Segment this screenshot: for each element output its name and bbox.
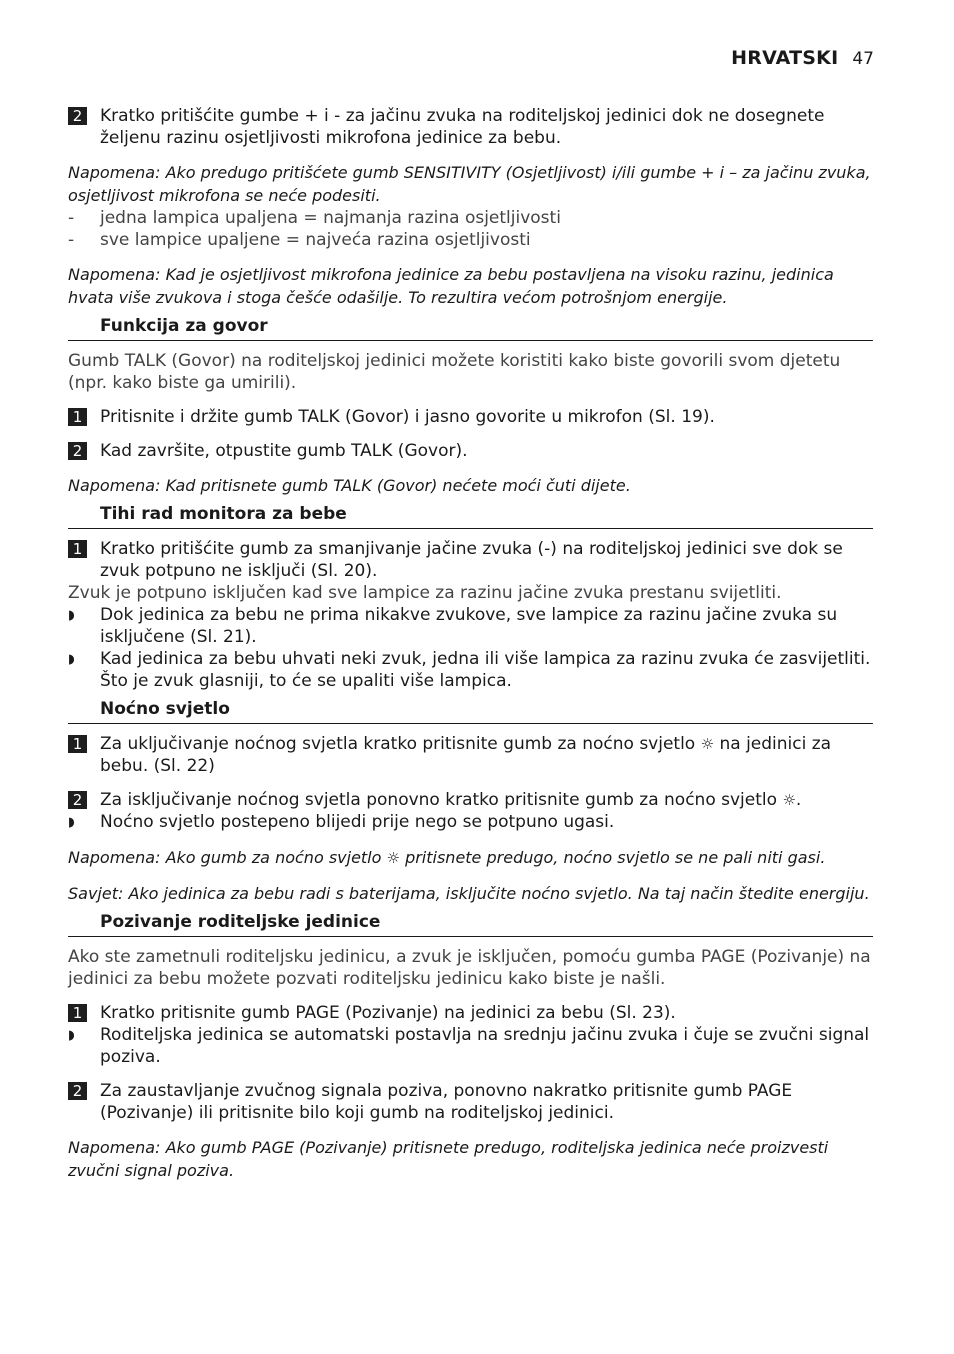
step-text: Za zaustavljanje zvučnog signala poziva, ponovno nakratko pritisnite gumb PAGE (Pozivanje) ili pritisnite bilo koji gumb na roditeljskoj jedinici. <box>100 1081 793 1123</box>
step-text: Pritisnite i držite gumb TALK (Govor) i jasno govorite u mikrofon (Sl. 19). <box>100 407 715 427</box>
result-item <box>68 648 873 692</box>
page-number: 47 <box>852 49 874 69</box>
result-marker: ◗ <box>68 1028 75 1043</box>
note-energy: Napomena: Kad je osjetljivost mikrofona jedinice za bebu postavljena na visoku razinu, jedinica hvata više zvukova i stoga češće odašilje. To rezultira većom potrošnjom energije. <box>68 265 834 307</box>
step-silent-1 <box>68 538 873 582</box>
note-night <box>68 846 873 870</box>
step-number: 2 <box>68 107 87 125</box>
dash-item <box>68 207 873 229</box>
step-sensitivity <box>68 105 873 149</box>
section-heading-night: Noćno svjetlo <box>68 698 873 724</box>
note-text-a: Napomena: Ako gumb za noćno svjetlo <box>68 848 382 867</box>
step-number: 1 <box>68 540 87 558</box>
result-item <box>68 811 873 834</box>
dash-text: jedna lampica upaljena = najmanja razina osjetljivosti <box>100 208 561 228</box>
result-marker: ◗ <box>68 652 75 667</box>
night-light-icon: ☼ <box>782 791 796 809</box>
step-talk-2 <box>68 440 873 462</box>
silent-info: Zvuk je potpuno isključen kad sve lampice za razinu jačine zvuka prestanu svijetliti. <box>68 583 782 603</box>
step-number: 2 <box>68 791 87 809</box>
section-heading-talk: Funkcija za govor <box>68 315 873 341</box>
step-number: 2 <box>68 1082 87 1100</box>
dash-item <box>68 229 873 251</box>
step-number: 1 <box>68 735 87 753</box>
page-header <box>731 47 874 69</box>
result-text: Roditeljska jedinica se automatski postavlja na srednju jačinu zvuka i čuje se zvučni signal poziva. <box>100 1025 870 1067</box>
note-sensitivity: Napomena: Ako predugo pritišćete gumb SENSITIVITY (Osjetljivost) i/ili gumbe + i – za jačinu zvuka, osjetljivost mikrofona se neće podesiti. <box>68 163 871 205</box>
step-number: 1 <box>68 1004 87 1022</box>
step-text-b: na jedinici za bebu. (Sl. 22) <box>100 734 832 776</box>
tip-night: Savjet: Ako jedinica za bebu radi s baterijama, isključite noćno svjetlo. Na taj način štedite energiju. <box>68 884 870 903</box>
step-night-1 <box>68 733 873 777</box>
step-text: Kratko pritisnite gumb PAGE (Pozivanje) na jedinici za bebu (Sl. 23). <box>100 1003 676 1023</box>
result-text: Noćno svjetlo postepeno blijedi prije nego se potpuno ugasi. <box>100 812 615 832</box>
result-marker: ◗ <box>68 608 75 623</box>
step-text-a: Za isključivanje noćnog svjetla ponovno kratko pritisnite gumb za noćno svjetlo <box>100 790 778 810</box>
step-talk-1 <box>68 406 873 428</box>
note-talk: Napomena: Kad pritisnete gumb TALK (Govor) nećete moći čuti dijete. <box>68 476 631 495</box>
result-text: Dok jedinica za bebu ne prima nikakve zvukove, sve lampice za razinu jačine zvuka su isključene (Sl. 21). <box>100 605 838 647</box>
dash-text: sve lampice upaljene = najveća razina osjetljivosti <box>100 230 531 250</box>
result-item <box>68 604 873 648</box>
step-night-2 <box>68 789 873 811</box>
page-content <box>68 105 873 1182</box>
step-text-a: Za uključivanje noćnog svjetla kratko pritisnite gumb za noćno svjetlo <box>100 734 696 754</box>
step-text <box>100 733 873 777</box>
step-text <box>100 789 873 811</box>
night-light-icon: ☼ <box>700 735 715 753</box>
step-text: Kratko pritišćite gumbe + i - za jačinu zvuka na roditeljskoj jedinici dok ne dosegnete željenu razinu osjetljivosti mikrofona jedinice za bebu. <box>100 106 825 148</box>
language-label: HRVATSKI <box>731 47 839 69</box>
step-number: 2 <box>68 442 87 460</box>
night-light-icon: ☼ <box>386 849 400 867</box>
step-page-1 <box>68 1002 873 1024</box>
page-intro: Ako ste zametnuli roditeljsku jedinicu, a zvuk je isključen, pomoću gumba PAGE (Pozivanje) na jedinici za bebu možete pozvati roditeljsku jedinicu kako biste je našli. <box>68 947 871 989</box>
result-text: Kad jedinica za bebu uhvati neki zvuk, jedna ili više lampica za razinu zvuka će zasvijetliti. Što je zvuk glasniji, to će se upaliti više lampica. <box>100 649 871 691</box>
result-item <box>68 1024 873 1068</box>
step-number: 1 <box>68 408 87 426</box>
note-text-b: pritisnete predugo, noćno svjetlo se ne pali niti gasi. <box>405 848 826 867</box>
result-marker: ◗ <box>68 815 75 830</box>
step-text: Kratko pritišćite gumb za smanjivanje jačine zvuka (-) na roditeljskoj jedinici sve dok se zvuk potpuno ne isključi (Sl. 20). <box>100 539 843 581</box>
dash-marker: - <box>68 230 75 250</box>
step-text-b: . <box>795 790 802 810</box>
step-page-2 <box>68 1080 873 1124</box>
talk-intro: Gumb TALK (Govor) na roditeljskoj jedinici možete koristiti kako biste govorili svom djetetu (npr. kako biste ga umirili). <box>68 351 841 393</box>
step-text: Kad završite, otpustite gumb TALK (Govor). <box>100 441 468 461</box>
section-heading-silent: Tihi rad monitora za bebe <box>68 503 873 529</box>
section-heading-page: Pozivanje roditeljske jedinice <box>68 911 873 937</box>
note-page: Napomena: Ako gumb PAGE (Pozivanje) pritisnete predugo, roditeljska jedinica neće proizvesti zvučni signal poziva. <box>68 1138 829 1180</box>
dash-marker: - <box>68 208 75 228</box>
